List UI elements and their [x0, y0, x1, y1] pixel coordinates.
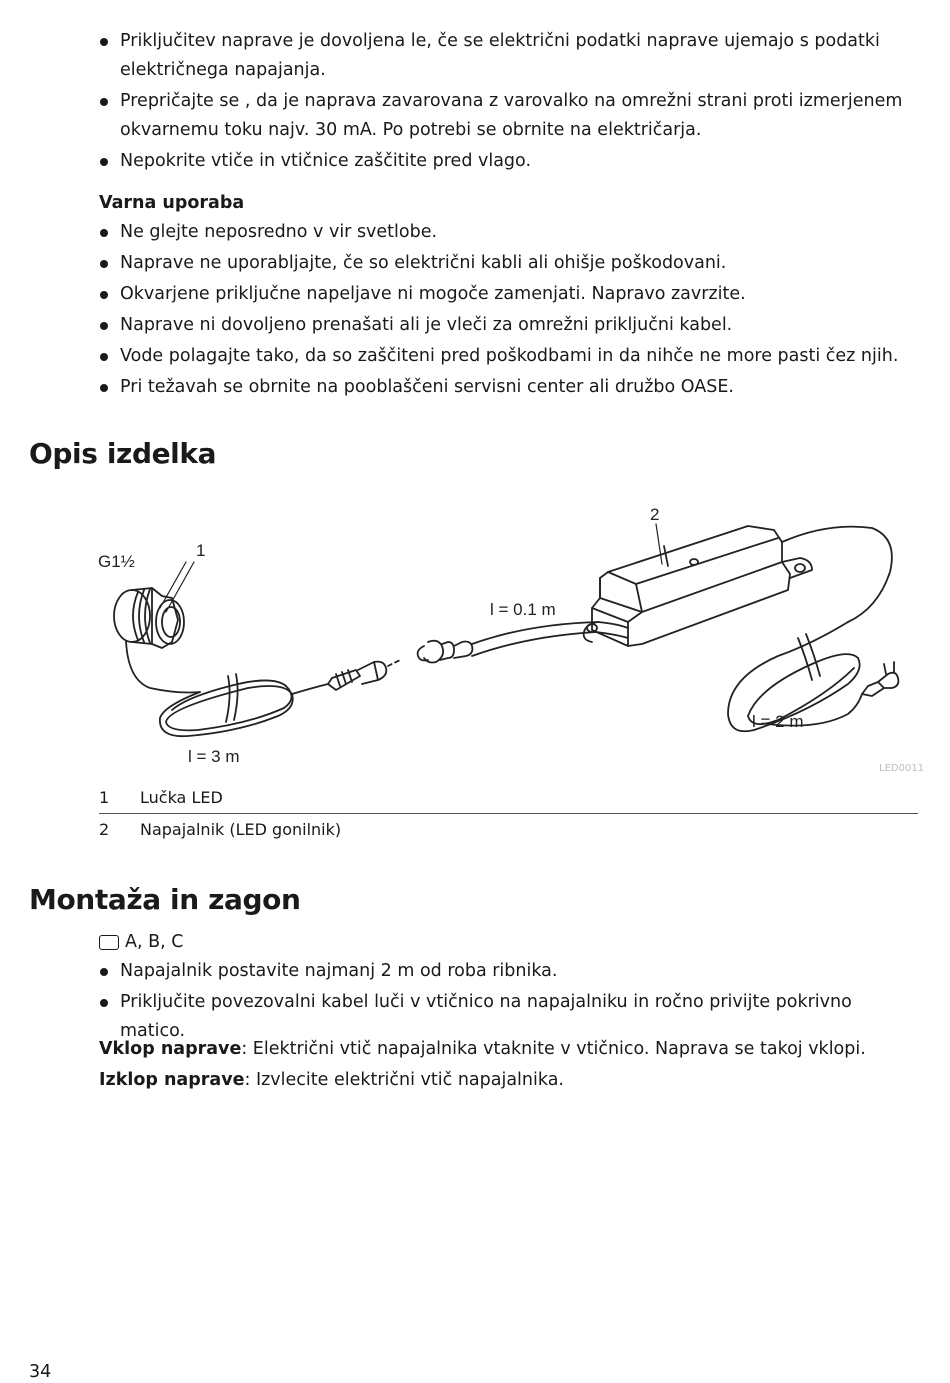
- legend-row: [99, 814, 918, 845]
- legend-text: Napajalnik (LED gonilnik): [140, 820, 342, 839]
- section-title-product-description: Opis izdelka: [29, 437, 217, 470]
- cable-length-3m: l = 3 m: [188, 747, 240, 766]
- led-lamp-icon: [114, 588, 200, 693]
- switch-off-label: Izklop naprave: [99, 1070, 245, 1090]
- page-number: 34: [29, 1362, 52, 1382]
- figure-reference-line: [99, 929, 183, 955]
- product-illustration: [88, 498, 920, 780]
- led-driver-icon: [584, 526, 892, 646]
- list-item: Naprave ni dovoljeno prenašati ali je vleči za omrežni priključni kabel.: [99, 311, 919, 340]
- switch-off-paragraph: [99, 1066, 564, 1094]
- list-item: Vode polagajte tako, da so zaščiteni pred poškodbami in da nihče ne more pasti čez njih.: [99, 342, 919, 371]
- legend-text: Lučka LED: [140, 788, 223, 807]
- list-item: Priključite povezovalni kabel luči v vtičnico na napajalniku in ročno privijte pokrivno matico.: [99, 988, 919, 1046]
- list-item: Nepokrite vtiče in vtičnice zaščitite pred vlago.: [99, 147, 919, 176]
- section-title-installation: Montaža in zagon: [29, 883, 301, 916]
- legend-number: 2: [99, 820, 110, 839]
- cable-length-01m: l = 0.1 m: [490, 600, 556, 619]
- figure-box-icon: [99, 935, 119, 950]
- switch-on-label: Vklop naprave: [99, 1039, 242, 1059]
- figure-reference: LED0011: [879, 763, 925, 774]
- safe-use-list: [99, 218, 919, 404]
- list-item: Prepričajte se , da je naprava zavarovana z varovalko na omrežni strani proti izmerjenem okvarnemu toku najv. 30 mA. Po potrebi se obrnite na električarja.: [99, 87, 919, 145]
- list-item: Okvarjene priključne napeljave ni mogoče zamenjati. Napravo zavrzite.: [99, 280, 919, 309]
- switch-off-text: : Izvlecite električni vtič napajalnika.: [244, 1070, 564, 1090]
- list-item: Priključitev naprave je dovoljena le, če se električni podatki naprave ujemajo s podatki električnega napajanja.: [99, 27, 919, 85]
- thread-size-label: G1½: [98, 552, 135, 571]
- list-item: Naprave ne uporabljajte, če so električni kabli ali ohišje poškodovani.: [99, 249, 919, 278]
- power-safety-list: [99, 27, 919, 178]
- list-item: Napajalnik postavite najmanj 2 m od roba ribnika.: [99, 957, 919, 986]
- callout-2: 2: [650, 505, 660, 524]
- figure-reference-text: A, B, C: [125, 932, 184, 952]
- list-item: Ne glejte neposredno v vir svetlobe.: [99, 218, 919, 247]
- safe-use-heading: Varna uporaba: [99, 193, 245, 213]
- cable-length-2m: l = 2 m: [752, 712, 804, 731]
- legend-number: 1: [99, 788, 110, 807]
- switch-on-paragraph: [99, 1035, 866, 1063]
- legend-row: [99, 782, 918, 814]
- cable-connector-icon: [328, 622, 628, 690]
- figure-legend: [99, 782, 918, 845]
- callout-1: 1: [196, 541, 206, 560]
- list-item: Pri težavah se obrnite na pooblaščeni servisni center ali družbo OASE.: [99, 373, 919, 402]
- switch-on-text: : Električni vtič napajalnika vtaknite v vtičnico. Naprava se takoj vklopi.: [241, 1039, 866, 1059]
- cable-coil-icon: [160, 674, 328, 736]
